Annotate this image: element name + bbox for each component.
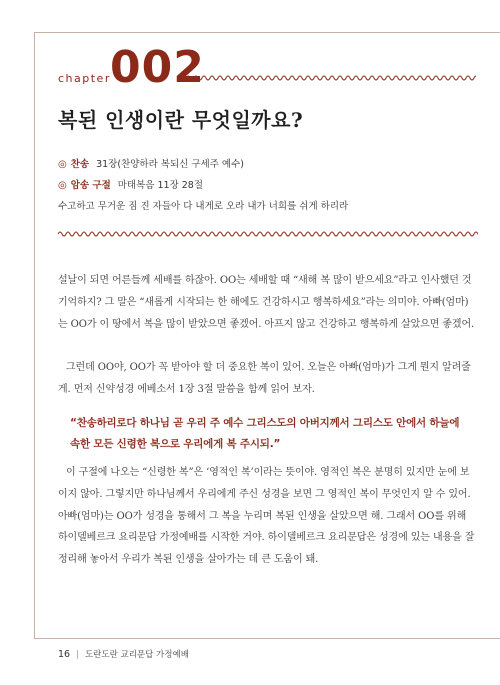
memory-verse-row [58,177,203,191]
page-title: 복된 인생이란 무엇일까요? [58,108,304,132]
book-title: 도란도란 교리문답 가정예배 [84,650,189,660]
memory-verse-text: 수고하고 무거운 짐 진 자들아 다 내게로 오라 내가 너희를 쉬게 하리라 [58,201,349,212]
bullet-icon: ◎ [58,159,67,170]
body-paragraph-1: 설날이 되면 어른들께 세배를 하잖아. OO는 세배할 때 “새해 복 많이 받으세요”라고 인사했던 것 기억하지? 그 말은 “새롭게 시작되는 한 해에도 건강하시고 행복하세요”라는 의미야. 아빠(엄마)는 OO가 이 땅에서 복을 많이 받았으면 좋겠어. 아프지 않고 건강하고 행복하게 살았으면 좋겠어. [58,275,475,330]
hymn-value: 31장(찬양하라 복되신 구세주 예수) [96,159,244,170]
chapter-label: chapter [58,72,111,85]
memory-verse-reference: 마태복음 11장 28절 [117,180,204,191]
body-paragraph-3: 이 구절에 나오는 “신령한 복”은 ‘영적인 복’이라는 뜻이야. 영적인 복은 분명히 있지만 눈에 보이지 않아. 그렇지만 하나님께서 우리에게 주신 성경을 보면 그 영적인 복이 무엇인지 알 수 있어. 아빠(엄마)는 OO가 성경을 통해서 그 복을 누리며 복된 인생을 살았으면 해. 그래서 OO를 위해 하이델베르크 요리문답 가정예배를 시작한 거야. 하이델베르크 요리문답은 성경에 있는 내용을 잘 정리해 놓아서 우리가 복된 인생을 살아가는 데 큰 도움이 돼. [58,467,475,566]
wave-path [186,76,476,80]
section-wave-divider [58,229,478,239]
frame-left-line [34,32,35,638]
bullet-icon: ◎ [58,180,67,191]
scripture-quote: “찬송하리로다 하나님 곧 우리 주 예수 그리스도의 아버지께서 그리스도 안에서 하늘에 속한 모든 신령한 복으로 우리에게 복 주시되.” [70,417,460,450]
frame-top-line [34,32,500,33]
wave-path [58,232,478,236]
chapter-number: 002 [110,42,205,93]
page-number: 16 [58,649,71,660]
hymn-label: 찬송 [70,159,90,170]
footer-separator: | [76,650,79,660]
body-paragraph-2: 그런데 OO야, OO가 꼭 받아야 할 더 중요한 복이 있어. 오늘은 아빠(엄마)가 그게 뭔지 알려줄게. 먼저 신약성경 에베소서 1장 3절 말씀을 함께 읽어 보자. [58,362,471,395]
memory-verse-label: 암송 구절 [70,180,111,191]
frame-bottom-line [34,638,500,639]
page-footer [58,648,189,660]
hymn-row [58,156,244,170]
chapter-wave-decoration [186,73,476,83]
